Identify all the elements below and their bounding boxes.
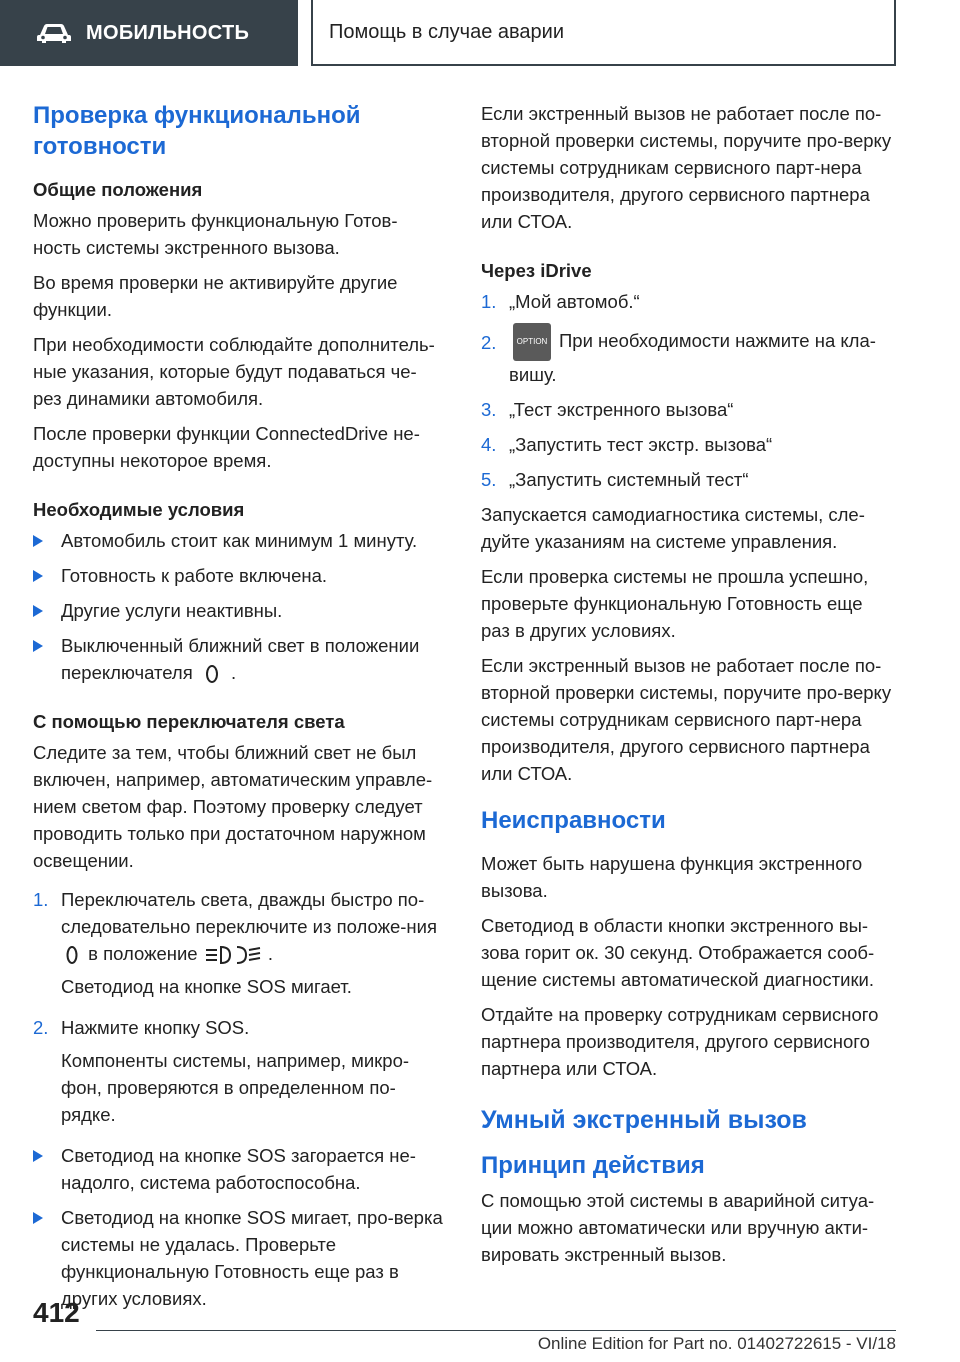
faults-paragraph-2: Светодиод в области кнопки экстренного вы-зова горит ок. 30 секунд. Отображается сооб-щение системы автоматической диагностики. xyxy=(481,915,875,990)
left-column xyxy=(33,100,443,1320)
principle-paragraph: С помощью этой системы в аварийной ситуа-ции можно автоматически или вручную акти-вировать экстренный вызов. xyxy=(481,1190,875,1265)
list-item: 1. Переключатель света, дважды быстро по-следовательно переключите из положе-ния в положение . Светодиод на кнопке SOS мигает. xyxy=(33,889,437,997)
faults-paragraph-1: Может быть нарушена функция экстренного вызова. xyxy=(481,853,863,901)
general-paragraph-3: При необходимости соблюдайте дополнитель-ные указания, которые будут подаваться че-рез динамики автомобиля. xyxy=(33,334,435,409)
self-diagnosis-paragraph: Запускается самодиагностика системы, сле-дуйте указаниям на системе управления. xyxy=(481,504,865,552)
list-item: Автомобиль стоит как минимум 1 минуту. xyxy=(33,527,443,554)
edition-info: Online Edition for Part no. 01402722615 - VI/18 xyxy=(537,1334,896,1353)
general-heading: Общие положения xyxy=(33,179,203,200)
list-item: 3. „Тест экстренного вызова“ xyxy=(481,399,734,420)
chapter-title: Помощь в случае аварии xyxy=(329,20,564,43)
list-item: 4. „Запустить тест экстр. вызова“ xyxy=(481,434,773,455)
failed-check-paragraph: Если проверка системы не прошла успешно, проверьте функциональную Готовность еще раз в других условиях. xyxy=(481,566,869,641)
page-header xyxy=(0,0,960,66)
low-beam-icon xyxy=(203,944,263,966)
idrive-steps-list xyxy=(481,288,896,493)
principle-heading: Принцип действия xyxy=(481,1152,705,1179)
light-switch-paragraph: Следите за тем, чтобы ближний свет не был включен, например, автоматическим управле-нием светом фар. Поэтому проверку следует проводить только при достаточном наружном освещении. xyxy=(33,742,433,871)
page-number: 412 xyxy=(33,1297,80,1328)
list-item: Светодиод на кнопке SOS загорается не-надолго, система работоспособна. xyxy=(33,1142,443,1196)
light-switch-off-icon xyxy=(198,663,226,685)
section-tab xyxy=(0,0,298,66)
functional-check-title: Проверка функциональной готовности xyxy=(33,102,361,160)
list-item: Другие услуги неактивны. xyxy=(33,597,443,624)
list-item: 5. „Запустить системный тест“ xyxy=(481,469,749,490)
triangle-bullet-icon xyxy=(33,640,43,652)
general-paragraph-1: Можно проверить функциональную Готов-ность системы экстренного вызова. xyxy=(33,210,398,258)
list-item: Светодиод на кнопке SOS мигает, про-верка системы не удалась. Проверьте функциональную Готовность еще раз в других условиях. xyxy=(33,1204,443,1312)
conditions-heading: Необходимые условия xyxy=(33,499,245,520)
option-button-icon: OPTION xyxy=(513,323,551,361)
idrive-heading: Через iDrive xyxy=(481,260,592,281)
general-paragraph-2: Во время проверки не активируйте другие функции. xyxy=(33,272,398,320)
triangle-bullet-icon xyxy=(33,570,43,582)
light-switch-off-icon xyxy=(61,944,83,966)
section-title: МОБИЛЬНОСТЬ xyxy=(86,21,250,44)
faults-heading: Неисправности xyxy=(481,807,666,834)
smart-emergency-call-heading: Умный экстренный вызов xyxy=(481,1106,807,1134)
light-steps-list xyxy=(33,886,443,1134)
car-icon xyxy=(36,21,72,45)
triangle-bullet-icon xyxy=(33,535,43,547)
chapter-tab xyxy=(311,0,896,66)
light-switch-heading: С помощью переключателя света xyxy=(33,711,345,732)
list-item: 1. „Мой автомоб.“ xyxy=(481,291,640,312)
triangle-bullet-icon xyxy=(33,1212,43,1224)
faults-paragraph-3: Отдайте на проверку сотрудникам сервисного партнера производителя, другого сервисного партнера или СТОА. xyxy=(481,1004,879,1079)
triangle-bullet-icon xyxy=(33,605,43,617)
right-column xyxy=(481,100,896,1276)
results-list xyxy=(33,1142,443,1312)
general-paragraph-4: После проверки функции ConnectedDrive не-доступны некоторое время. xyxy=(33,423,420,471)
service-paragraph: Если экстренный вызов не работает после по-вторной проверки системы, поручите про-верку системы сотрудникам сервисного парт-нера производителя, другого сервисного партнера или СТОА. xyxy=(481,655,892,784)
retest-paragraph: Если экстренный вызов не работает после по-вторной проверки системы, поручите про-верку системы сотрудникам сервисного парт-нера производителя, другого сервисного партнера или СТОА. xyxy=(481,103,892,232)
list-item: 2. Нажмите кнопку SOS. Компоненты системы, например, микро-фон, проверяются в определенном по-рядке. xyxy=(33,1017,410,1125)
triangle-bullet-icon xyxy=(33,1150,43,1162)
footer-divider xyxy=(96,1330,896,1331)
conditions-list xyxy=(33,527,443,686)
list-item: Выключенный ближний свет в положении переключателя . xyxy=(33,632,443,686)
list-item: Готовность к работе включена. xyxy=(33,562,443,589)
list-item: 2. OPTION При необходимости нажмите на кла-вишу. xyxy=(481,323,896,388)
